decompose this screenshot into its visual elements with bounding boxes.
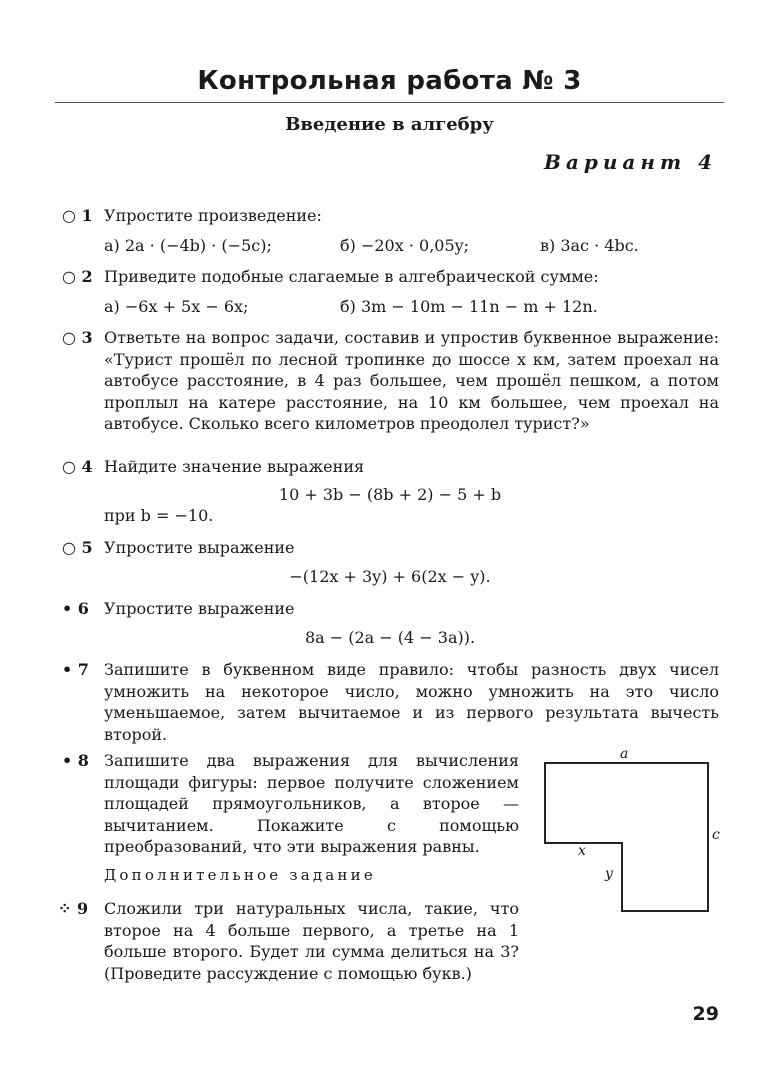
- title-rule: [55, 102, 724, 103]
- task-7-marker: • 7: [62, 660, 89, 679]
- task-8-text: Запишите два выражения для вычисления площади фигуры: первое получите сложением площадей прямоугольников, а второе — вычитанием. Покажите с помощью преобразований, что эти выражения равны.: [104, 751, 519, 856]
- task-5-marker: ○ 5: [62, 538, 93, 557]
- task-2-text: Приведите подобные слагаемые в алгебраической сумме:: [104, 267, 599, 286]
- task-2-item-b: б) 3m − 10m − 11n − m + 12n.: [340, 297, 598, 316]
- task-4-text: Найдите значение выражения: [104, 457, 365, 476]
- task-4-marker: ○ 4: [62, 457, 93, 476]
- page-subtitle: Введение в алгебру: [285, 114, 494, 135]
- figure-outline: [545, 763, 708, 911]
- page-title: Контрольная работа № 3: [197, 66, 582, 96]
- task-1-item-c: в) 3ac · 4bc.: [540, 236, 639, 255]
- task-6-text: Упростите выражение: [104, 599, 295, 618]
- figure-label-y: y: [605, 866, 613, 882]
- page-number: 29: [692, 1003, 719, 1025]
- task-6-formula: 8a − (2a − (4 − 3a)).: [304, 628, 476, 647]
- task-3-text: Ответьте на вопрос задачи, составив и упростив буквенное выражение: «Турист прошёл по лесной тропинке до шоссе x км, затем проехал на автобусе расстояние, в 4 раз большее, чем прошёл пешком, а потом проплыл на катере расстояние, на 10 км большее, чем проехал на автобусе. Сколько всего километров преодолел турист?»: [104, 328, 719, 433]
- task-3-marker: ○ 3: [62, 328, 93, 347]
- task-1-item-a: а) 2a · (−4b) · (−5c);: [104, 236, 272, 255]
- variant-label: Вариант 4: [544, 150, 717, 174]
- task-1-text: Упростите произведение:: [104, 206, 322, 225]
- task-5-text: Упростите выражение: [104, 538, 295, 557]
- task-9-marker: ⁘ 9: [58, 899, 89, 918]
- task-2-item-a: а) −6x + 5x − 6x;: [104, 297, 249, 316]
- figure-label-a: a: [620, 746, 629, 762]
- task-1-marker: ○ 1: [62, 206, 93, 225]
- task-8-marker: • 8: [62, 751, 89, 770]
- figure-label-x: x: [578, 843, 586, 859]
- figure-label-c: c: [712, 827, 720, 843]
- task-7-text: Запишите в буквенном виде правило: чтобы разность двух чисел умножить на некоторое число, можно умножить на это число уменьшаемое, затем вычитаемое и из первого результата вычесть второй.: [104, 660, 719, 744]
- task-1-item-b: б) −20x · 0,05y;: [340, 236, 470, 255]
- task-2-marker: ○ 2: [62, 267, 93, 286]
- task-4-condition: при b = −10.: [104, 506, 214, 525]
- task-4-formula: 10 + 3b − (8b + 2) − 5 + b: [278, 485, 502, 504]
- task-5-formula: −(12x + 3y) + 6(2x − y).: [289, 567, 491, 586]
- figure-shape: [530, 745, 730, 920]
- task-9-text: Сложили три натуральных числа, такие, что второе на 4 больше первого, а третье на 1 больше второго. Будет ли сумма делиться на 3? (Проведите рассуждение с помощью букв.): [104, 899, 519, 983]
- task-6-marker: • 6: [62, 599, 89, 618]
- extra-task-heading: Дополнительное задание: [104, 866, 376, 884]
